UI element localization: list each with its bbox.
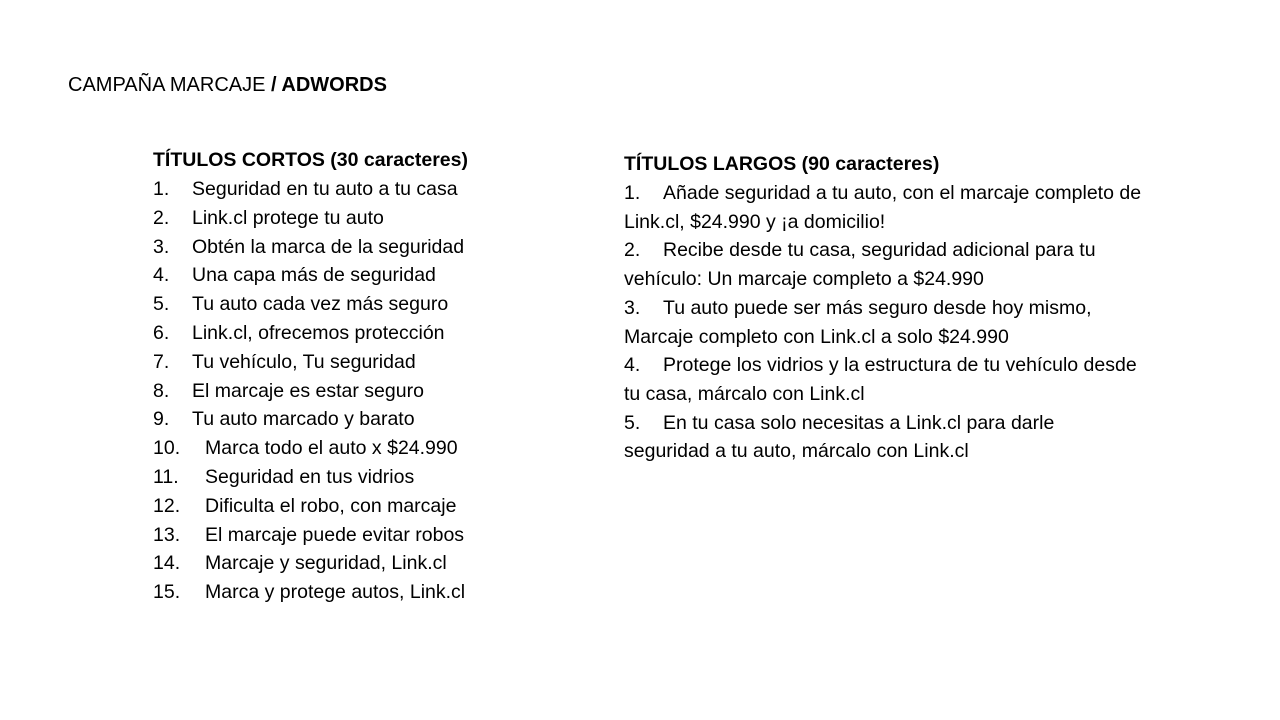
item-number: 4.: [153, 264, 170, 287]
long-titles-section: [624, 151, 1144, 466]
long-title-item: [624, 351, 1144, 408]
short-title-item: [153, 521, 553, 550]
long-title-item: [624, 409, 1144, 466]
item-number: 12.: [153, 494, 181, 517]
item-number: 10.: [153, 437, 181, 460]
item-number: 5.: [153, 293, 170, 316]
item-text: Tu auto cada vez más seguro: [192, 293, 449, 316]
item-number: 3.: [624, 296, 641, 319]
item-number: 2.: [624, 239, 641, 262]
item-text: Marca y protege autos, Link.cl: [205, 581, 466, 604]
slide-title: [68, 72, 387, 98]
short-title-item: [153, 405, 553, 434]
short-title-item: [153, 290, 553, 319]
short-title-item: [153, 434, 553, 463]
long-title-item: [624, 179, 1144, 236]
long-titles-heading: TÍTULOS LARGOS (90 caracteres): [624, 153, 940, 175]
item-number: 8.: [153, 379, 170, 402]
item-number: 11.: [153, 465, 179, 488]
item-text: Tu vehículo, Tu seguridad: [192, 350, 416, 373]
short-titles-section: [153, 147, 553, 607]
short-title-item: [153, 319, 553, 348]
item-number: 5.: [624, 411, 641, 434]
item-number: 2.: [153, 206, 170, 229]
item-text: Tu auto puede ser más seguro desde hoy mismo, Marcaje completo con Link.cl a solo $24.990: [624, 296, 1092, 348]
item-number: 4.: [624, 354, 641, 377]
short-title-item: [153, 261, 553, 290]
short-title-item: [153, 578, 553, 607]
item-text: Una capa más de seguridad: [192, 264, 436, 287]
item-text: Seguridad en tu auto a tu casa: [192, 178, 458, 200]
item-text: Recibe desde tu casa, seguridad adicional para tu vehículo: Un marcaje completo a $24.990: [624, 239, 1096, 291]
item-text: Link.cl protege tu auto: [192, 206, 384, 229]
item-number: 1.: [153, 178, 170, 200]
item-text: En tu casa solo necesitas a Link.cl para darle seguridad a tu auto, márcalo con Link.cl: [624, 411, 1055, 463]
item-text: El marcaje es estar seguro: [192, 379, 424, 402]
item-number: 13.: [153, 523, 181, 546]
item-text: Protege los vidrios y la estructura de tu vehículo desde tu casa, márcalo con Link.cl: [624, 354, 1137, 405]
item-number: 1.: [624, 182, 641, 204]
long-title-item: [624, 294, 1144, 351]
item-text: Obtén la marca de la seguridad: [192, 235, 465, 258]
item-text: Marca todo el auto x $24.990: [205, 437, 458, 460]
long-title-item: [624, 236, 1144, 293]
short-titles-heading: TÍTULOS CORTOS (30 caracteres): [153, 149, 468, 171]
short-title-item: [153, 204, 553, 233]
item-number: 3.: [153, 235, 170, 258]
item-text: Marcaje y seguridad, Link.cl: [205, 552, 447, 575]
item-number: 14.: [153, 552, 181, 575]
item-text: El marcaje puede evitar robos: [205, 523, 465, 546]
item-number: 7.: [153, 350, 170, 373]
slide-title-suffix: / ADWORDS: [271, 74, 387, 96]
item-number: 6.: [153, 321, 170, 344]
short-title-item: [153, 492, 553, 521]
item-number: 15.: [153, 581, 181, 604]
long-titles-list: [624, 179, 1144, 466]
short-title-item: [153, 233, 553, 262]
item-text: Link.cl, ofrecemos protección: [192, 321, 445, 344]
short-title-item: [153, 175, 553, 204]
item-text: Dificulta el robo, con marcaje: [205, 494, 457, 517]
short-title-item: [153, 348, 553, 377]
short-title-item: [153, 549, 553, 578]
item-number: 9.: [153, 408, 170, 431]
short-titles-list: [153, 175, 553, 607]
item-text: Seguridad en tus vidrios: [205, 465, 415, 488]
short-title-item: [153, 463, 553, 492]
slide-title-prefix: CAMPAÑA MARCAJE: [68, 74, 271, 96]
item-text: Añade seguridad a tu auto, con el marcaje completo de Link.cl, $24.990 y ¡a domicilio!: [624, 182, 1142, 233]
item-text: Tu auto marcado y barato: [192, 408, 415, 431]
short-title-item: [153, 377, 553, 406]
